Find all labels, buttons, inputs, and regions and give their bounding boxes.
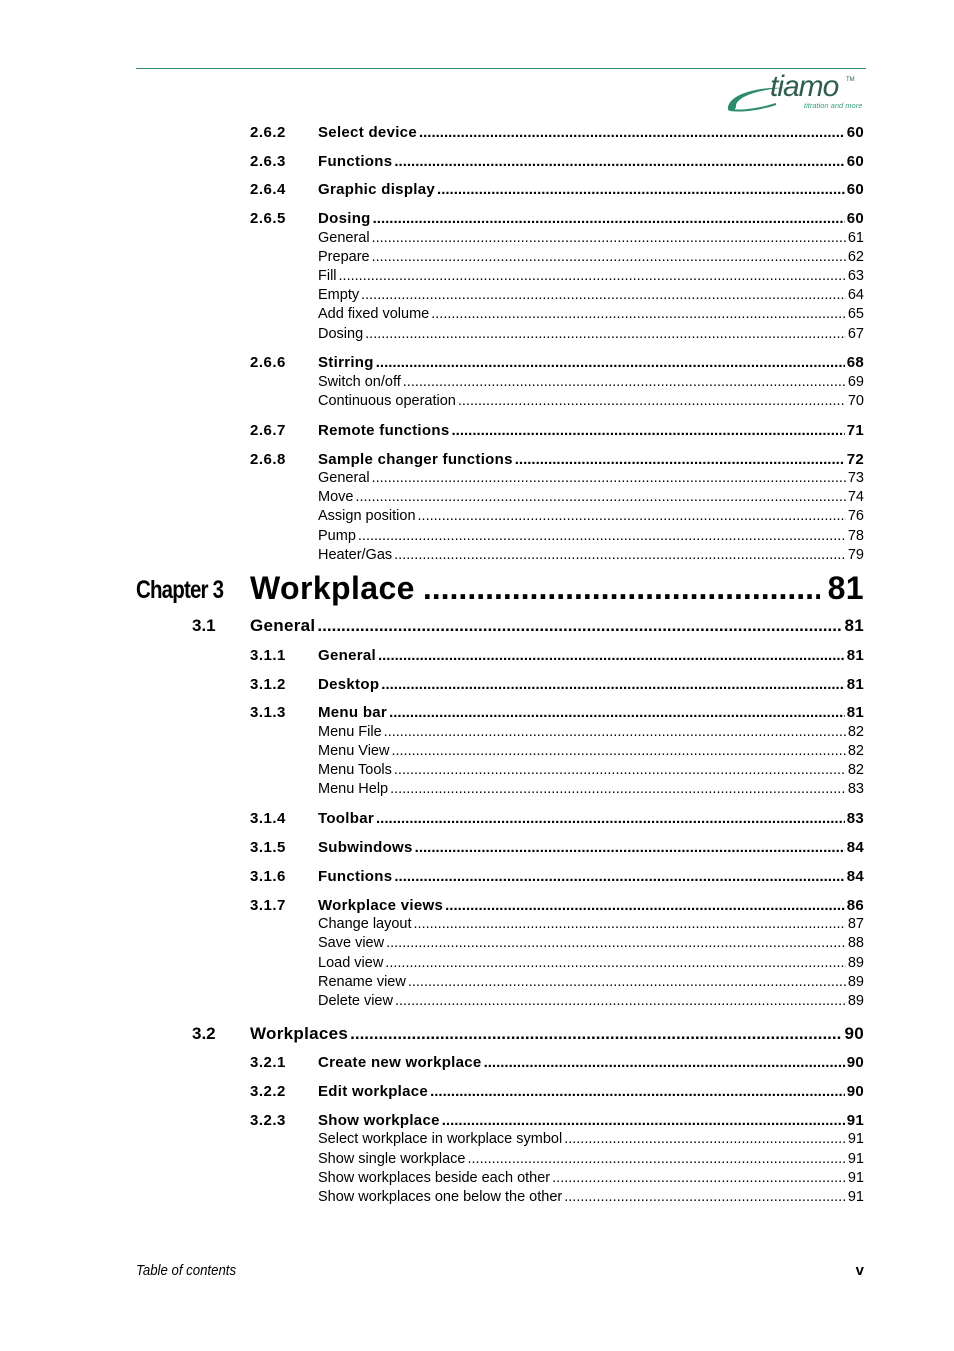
toc-page-number: 91	[847, 1131, 864, 1147]
toc-title: Subwindows	[318, 839, 413, 856]
toc-dot-leader	[376, 810, 845, 827]
toc-page-number: 78	[847, 528, 864, 544]
toc-title: Move	[318, 489, 354, 505]
toc-dot-leader	[552, 1170, 846, 1186]
toc-title: Assign position	[318, 508, 416, 524]
toc-page-number: 62	[847, 249, 864, 265]
toc-title: Add fixed volume	[318, 306, 430, 322]
toc-title: Menu bar	[318, 704, 388, 721]
toc-dot-leader	[431, 306, 846, 322]
toc-title: Rename view	[318, 974, 406, 990]
toc-number: 2.6.8	[250, 451, 286, 468]
toc-page-number: 65	[847, 306, 864, 322]
toc-dot-leader	[385, 955, 846, 971]
toc-title: Select device	[318, 124, 417, 141]
toc-title: Menu Help	[318, 781, 389, 797]
toc-number: 3.2.3	[250, 1112, 286, 1129]
toc-page-number: 76	[847, 508, 864, 524]
toc-title: Fill	[318, 268, 337, 284]
toc-title: Menu File	[318, 724, 382, 740]
toc-dot-leader	[350, 1024, 842, 1044]
toc-title: General	[250, 616, 316, 635]
toc-number: 3.1.7	[250, 897, 286, 914]
toc-title: Show workplace	[318, 1112, 440, 1129]
toc-dot-leader	[381, 676, 844, 693]
toc-dot-leader	[418, 508, 846, 524]
toc-dot-leader	[458, 393, 846, 409]
toc-title: Workplaces	[250, 1024, 349, 1043]
toc-title: Sample changer functions	[318, 451, 513, 468]
toc-dot-leader	[403, 374, 846, 390]
toc-dot-leader	[415, 839, 845, 856]
toc-title: Empty	[318, 287, 360, 303]
toc-number: 3.1.3	[250, 704, 286, 721]
toc-title: General	[318, 470, 370, 486]
toc-number: 3.1.6	[250, 868, 286, 885]
toc-dot-leader	[445, 897, 845, 914]
toc-page-number: 81	[846, 704, 864, 721]
toc-page-number: 90	[846, 1083, 864, 1100]
toc-title: Menu Tools	[318, 762, 392, 778]
toc-page-number: 60	[846, 153, 864, 170]
toc-page-number: 84	[846, 839, 864, 856]
toc-number: 2.6.7	[250, 422, 286, 439]
toc-title: Load view	[318, 955, 384, 971]
toc-dot-leader	[395, 993, 846, 1009]
toc-dot-leader	[372, 249, 846, 265]
toc-page-number: 81	[846, 676, 864, 693]
toc-page-number: 81	[844, 616, 864, 635]
toc-dot-leader	[430, 1083, 845, 1100]
toc-title: Continuous operation	[318, 393, 456, 409]
toc-title: General	[318, 230, 370, 246]
toc-dot-leader	[468, 1151, 846, 1167]
tiamo-logo	[724, 70, 866, 116]
toc-page-number: 81	[846, 647, 864, 664]
toc-number: 3.2.1	[250, 1054, 286, 1071]
toc-dot-leader	[394, 762, 846, 778]
toc-dot-leader	[419, 124, 845, 141]
toc-title: Dosing	[318, 326, 364, 342]
toc-title: General	[318, 647, 376, 664]
toc-dot-leader	[373, 210, 845, 227]
toc-title: Menu View	[318, 743, 390, 759]
toc-title: Save view	[318, 935, 385, 951]
header-rule	[136, 68, 866, 69]
toc-dot-leader	[386, 935, 846, 951]
toc-dot-leader	[376, 354, 845, 371]
toc-page-number: 60	[846, 181, 864, 198]
toc-page-number: 89	[847, 955, 864, 971]
toc-dot-leader	[423, 570, 820, 607]
toc-page-number: 86	[846, 897, 864, 914]
toc-page-number: 87	[847, 916, 864, 932]
toc-title: Workplace views	[318, 897, 444, 914]
toc-title: Delete view	[318, 993, 393, 1009]
toc-page-number: 90	[846, 1054, 864, 1071]
toc-title: Pump	[318, 528, 356, 544]
toc-dot-leader	[339, 268, 846, 284]
toc-number: 3.2	[192, 1024, 216, 1043]
footer-section-title: Table of contents	[136, 1262, 237, 1279]
toc-dot-leader	[394, 868, 844, 885]
toc-page-number: 79	[847, 547, 864, 563]
toc-page-number: 61	[847, 230, 864, 246]
toc-dot-leader	[564, 1131, 846, 1147]
toc-page-number: 82	[847, 724, 864, 740]
toc-page-number: 81	[827, 570, 864, 606]
toc-number: 3.1	[192, 616, 216, 635]
toc-dot-leader	[408, 974, 846, 990]
toc-page-number: 64	[847, 287, 864, 303]
toc-page-number: 89	[847, 974, 864, 990]
toc-dot-leader	[394, 547, 846, 563]
toc-page-number: 60	[846, 124, 864, 141]
toc-number: 2.6.3	[250, 153, 286, 170]
toc-title: Functions	[318, 868, 393, 885]
toc-page-number: 68	[846, 354, 864, 371]
logo-trademark: TM	[846, 77, 855, 83]
toc-title: Select workplace in workplace symbol	[318, 1131, 563, 1147]
toc-page-number: 83	[847, 781, 864, 797]
toc-page-number: 70	[847, 393, 864, 409]
toc-dot-leader	[378, 647, 845, 664]
toc-page-number: 63	[847, 268, 864, 284]
toc-number: 3.2.2	[250, 1083, 286, 1100]
toc-dot-leader	[391, 743, 845, 759]
toc-dot-leader	[484, 1054, 845, 1071]
toc-page-number: 89	[847, 993, 864, 1009]
toc-title: Show workplaces beside each other	[318, 1170, 551, 1186]
toc-dot-leader	[451, 422, 844, 439]
toc-title: Remote functions	[318, 422, 450, 439]
toc-dot-leader	[442, 1112, 845, 1129]
toc-number: Chapter 3	[136, 576, 224, 604]
toc-dot-leader	[317, 616, 842, 636]
toc-number: 2.6.6	[250, 354, 286, 371]
toc-title: Dosing	[318, 210, 371, 227]
toc-dot-leader	[365, 326, 846, 342]
toc-number: 2.6.4	[250, 181, 286, 198]
toc-dot-leader	[355, 489, 845, 505]
toc-page-number: 91	[846, 1112, 864, 1129]
toc-dot-leader	[394, 153, 844, 170]
toc-dot-leader	[361, 287, 846, 303]
toc-number: 3.1.5	[250, 839, 286, 856]
toc-title: Show workplaces one below the other	[318, 1189, 563, 1205]
toc-title: Switch on/off	[318, 374, 401, 390]
toc-title: Edit workplace	[318, 1083, 429, 1100]
toc-dot-leader	[437, 181, 845, 198]
logo-tagline: titration and more	[804, 101, 863, 110]
toc-page-number: 72	[846, 451, 864, 468]
toc-title: Show single workplace	[318, 1151, 466, 1167]
toc-title: Workplace	[250, 570, 415, 606]
toc-page-number: 91	[847, 1151, 864, 1167]
toc-number: 3.1.2	[250, 676, 286, 693]
toc-number: 2.6.2	[250, 124, 286, 141]
toc-dot-leader	[384, 724, 846, 740]
toc-page-number: 82	[847, 762, 864, 778]
toc-title: Desktop	[318, 676, 380, 693]
toc-page-number: 91	[847, 1170, 864, 1186]
toc-dot-leader	[414, 916, 846, 932]
toc-page-number: 83	[846, 810, 864, 827]
toc-page-number: 82	[847, 743, 864, 759]
toc-title: Graphic display	[318, 181, 436, 198]
toc-title: Heater/Gas	[318, 547, 393, 563]
toc-dot-leader	[372, 470, 846, 486]
toc-title: Functions	[318, 153, 393, 170]
toc-page-number: 69	[847, 374, 864, 390]
toc-page-number: 90	[844, 1024, 864, 1043]
toc-title: Change layout	[318, 916, 412, 932]
toc-title: Prepare	[318, 249, 370, 265]
toc-dot-leader	[358, 528, 846, 544]
toc-page-number: 67	[847, 326, 864, 342]
toc-dot-leader	[389, 704, 845, 721]
toc-page-number: 88	[847, 935, 864, 951]
toc-dot-leader	[390, 781, 846, 797]
toc-page-number: 73	[847, 470, 864, 486]
toc-dot-leader	[564, 1189, 846, 1205]
toc-title: Create new workplace	[318, 1054, 482, 1071]
toc-title: Toolbar	[318, 810, 374, 827]
logo-wordmark: tiamo	[770, 70, 839, 103]
toc-number: 3.1.1	[250, 647, 286, 664]
toc-page-number: 60	[846, 210, 864, 227]
toc-number: 2.6.5	[250, 210, 286, 227]
toc-page-number: 91	[847, 1189, 864, 1205]
toc-title: Stirring	[318, 354, 374, 371]
toc-dot-leader	[515, 451, 845, 468]
toc-page-number: 71	[846, 422, 864, 439]
footer-page-number: v	[855, 1262, 864, 1279]
toc-dot-leader	[372, 230, 846, 246]
toc-page-number: 84	[846, 868, 864, 885]
toc-page-number: 74	[847, 489, 864, 505]
toc-number: 3.1.4	[250, 810, 286, 827]
